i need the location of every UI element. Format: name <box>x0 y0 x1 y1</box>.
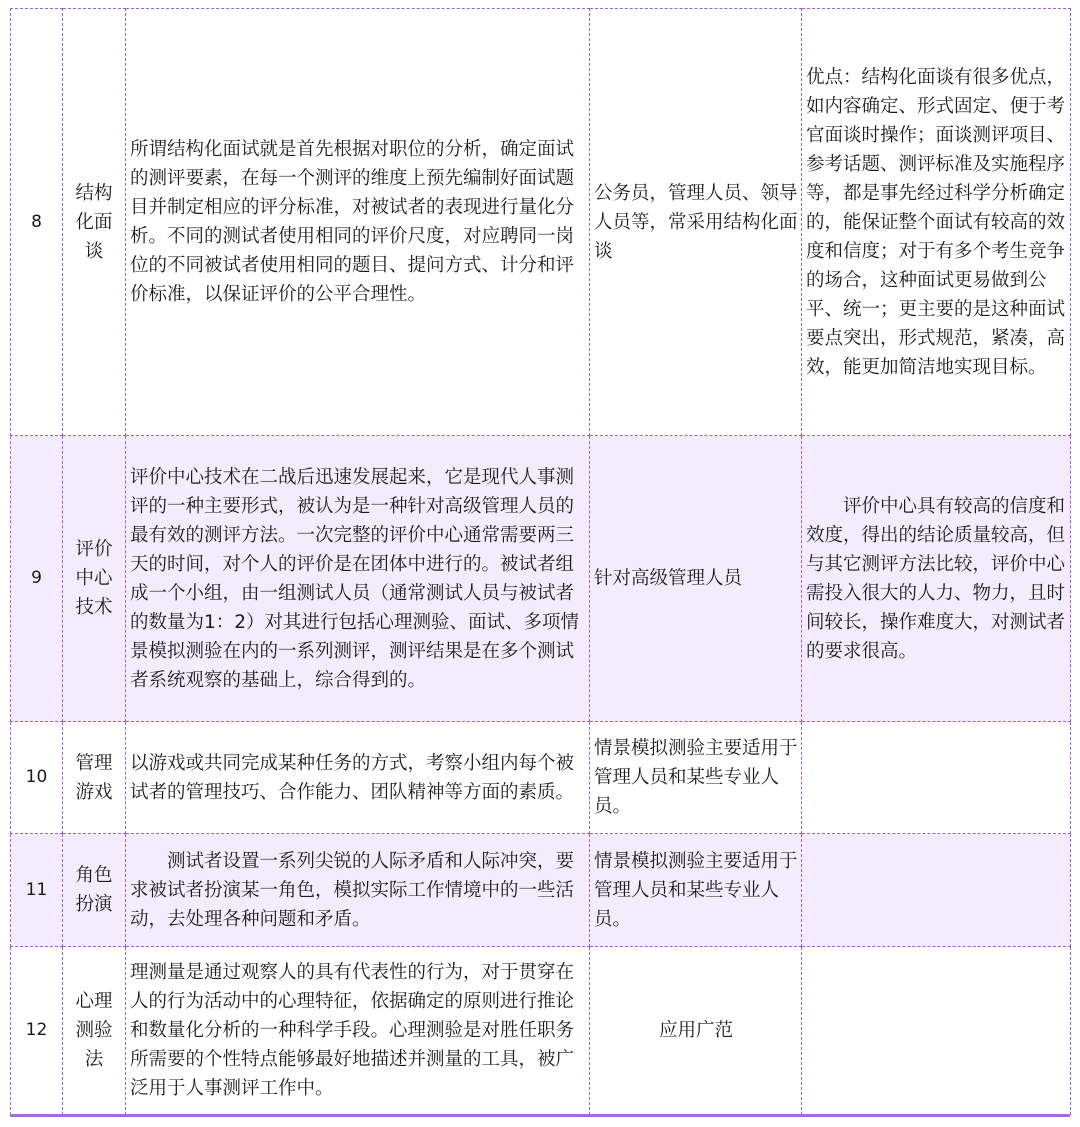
description-text: 测试者设置一系列尖锐的人际矛盾和人际冲突，要求被试者扮演某一角色，模拟实际工作情境中的一些活动，去处理各种问题和矛盾。 <box>130 850 575 930</box>
evaluation-text: 评价中心具有较高的信度和效度，得出的结论质量较高，但与其它测评方法比较，评价中心需投入很大的人力、物力，且时间较长，操作难度大，对测试者的要求很高。 <box>806 495 1066 662</box>
method-evaluation <box>802 722 1071 834</box>
applicable-scope: 情景模拟测验主要适用于管理人员和某些专业人员。 <box>590 834 802 947</box>
method-evaluation: 优点：结构化面谈有很多优点，如内容确定、形式固定、便于考官面谈时操作；面谈测评项目、参考话题、测评标准及实施程序等，都是事先经过科学分析确定的，能保证整个面试有较高的效度和信度；对于有多个考生竞争的场合，这种面试更易做到公平、统一；更主要的是这种面试要点突出，形式规范，紧凑，高效，能更加简洁地实现目标。 <box>802 9 1071 436</box>
method-table-container <box>10 8 1070 1115</box>
row-number: 9 <box>11 436 63 722</box>
method-description: 以游戏或共同完成某种任务的方式，考察小组内每个被试者的管理技巧、合作能力、团队精神等方面的素质。 <box>126 722 590 834</box>
method-description: 理测量是通过观察人的具有代表性的行为，对于贯穿在人的行为活动中的心理特征，依据确定的原则进行推论和数量化分析的一种科学手段。心理测验是对胜任职务所需要的个性特点能够最好地描述并测量的工具，被广泛用于人事测评工作中。 <box>126 947 590 1115</box>
method-name: 角色扮演 <box>63 834 126 947</box>
method-description: 评价中心技术在二战后迅速发展起来，它是现代人事测评的一种主要形式，被认为是一种针对高级管理人员的最有效的测评方法。一次完整的评价中心通常需要两三天的时间，对个人的评价是在团体中进行的。被试者组成一个小组，由一组测试人员（通常测试人员与被试者的数量为1：2）对其进行包括心理测验、面试、多项情景模拟测验在内的一系列测评，测评结果是在多个测试者系统观察的基础上，综合得到的。 <box>126 436 590 722</box>
table-row <box>11 834 1071 947</box>
method-evaluation <box>802 834 1071 947</box>
table-row <box>11 9 1071 436</box>
table-row <box>11 436 1071 722</box>
method-description <box>126 834 590 947</box>
table-bottom-rule <box>10 1114 1070 1117</box>
row-number: 8 <box>11 9 63 436</box>
table-row <box>11 722 1071 834</box>
applicable-scope: 应用广范 <box>590 947 802 1115</box>
table-row <box>11 947 1071 1115</box>
method-name: 管理游戏 <box>63 722 126 834</box>
method-name: 结构化面谈 <box>63 9 126 436</box>
applicable-scope: 情景模拟测验主要适用于管理人员和某些专业人员。 <box>590 722 802 834</box>
method-evaluation <box>802 947 1071 1115</box>
assessment-methods-table <box>10 8 1071 1115</box>
method-description: 所谓结构化面试就是首先根据对职位的分析，确定面试的测评要素，在每一个测评的维度上预先编制好面试题目并制定相应的评分标准，对被试者的表现进行量化分析。不同的测试者使用相同的评价尺度，对应聘同一岗位的不同被试者使用相同的题目、提问方式、计分和评价标准，以保证评价的公平合理性。 <box>126 9 590 436</box>
method-name: 评价中心技术 <box>63 436 126 722</box>
row-number: 10 <box>11 722 63 834</box>
row-number: 12 <box>11 947 63 1115</box>
method-evaluation <box>802 436 1071 722</box>
row-number: 11 <box>11 834 63 947</box>
applicable-scope: 公务员，管理人员、领导人员等，常采用结构化面谈 <box>590 9 802 436</box>
method-name: 心理测验法 <box>63 947 126 1115</box>
applicable-scope: 针对高级管理人员 <box>590 436 802 722</box>
